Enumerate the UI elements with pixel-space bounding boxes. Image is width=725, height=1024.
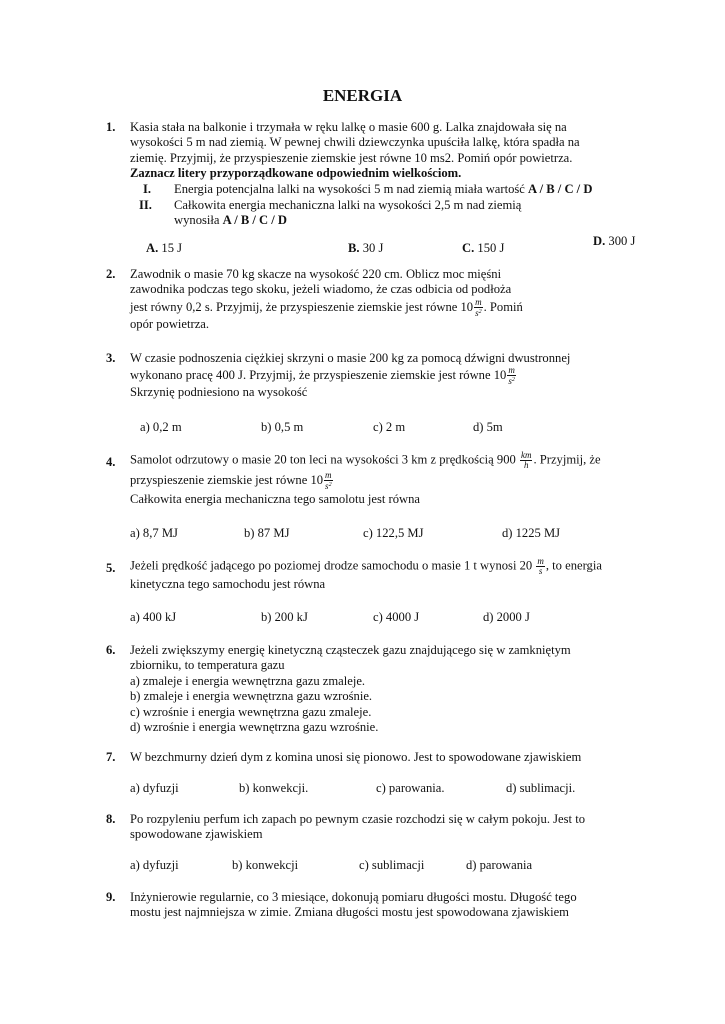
question-text: wykonano pracę 400 J. Przyjmij, że przyspieszenie ziemskie jest równe 10 [130,368,507,383]
question-number: 8. [106,812,116,826]
question-text-line [130,471,647,492]
question-text-line [130,451,647,471]
question-text-line: zbiorniku, to temperatura gazu [130,658,285,673]
question-number: 4. [106,455,116,469]
question-text-line: W czasie podnoszenia ciężkiej skrzyni o masie 200 kg za pomocą dźwigni dwustronnej [130,351,571,365]
answer-option-c[interactable]: c) sublimacji [359,858,425,872]
option-letter: D. [593,234,606,248]
question-text: Jeżeli prędkość jadącego po poziomej drodze samochodu o masie 1 t wynosi 20 [130,558,533,573]
exponent: 2 [478,308,482,315]
question-text: jest równy 0,2 s. Przyjmij, że przyspieszenie ziemskie jest równe 10 [130,299,474,314]
question-text-line: Po rozpyleniu perfum ich zapach po pewnym czasie rozchodzi się w całym pokoju. Jest to [130,812,585,826]
answer-option-b[interactable] [348,241,383,256]
fraction-numerator: m [325,470,332,480]
answer-option-b[interactable]: b) 200 kJ [261,610,308,624]
answer-option-c[interactable]: c) parowania. [376,781,445,795]
question-text-line: Skrzynię podniesiono na wysokość [130,385,308,400]
question-text-line: W bezchmurny dzień dym z komina unosi się pionowo. Jest to spowodowane zjawiskiem [130,750,582,764]
answer-option-b[interactable]: b) 87 MJ [244,526,290,540]
option-letter: C. [462,241,475,255]
fraction-numerator: km [520,450,532,460]
question-text-line [130,557,647,577]
question-3 [107,351,647,401]
answer-choices[interactable]: A / B / C / D [222,213,288,227]
answer-option-b[interactable]: b) zmaleje i energia wewnętrzna gazu wzrośnie. [130,689,373,704]
option-value: 15 J [161,241,183,255]
fraction-numerator: m [475,296,482,307]
question-number: 9. [106,890,116,904]
subquestion-text: Całkowita energia mechaniczna lalki na wysokości 2,5 m nad ziemią [174,198,522,212]
question-number: 1. [106,120,116,134]
page-title: ENERGIA [322,86,403,105]
answer-option-d[interactable]: d) 1225 MJ [502,526,561,540]
answer-option-b[interactable]: b) konwekcji. [239,781,309,795]
answer-option-c[interactable]: c) 122,5 MJ [363,526,424,540]
answer-option-d[interactable]: d) wzrośnie i energia wewnętrzna gazu wzrośnie. [130,720,379,735]
fraction-numerator: m [508,365,515,376]
question-text-line: ziemię. Przyjmij, że przyspieszenie ziemskie jest równe 10 ms2. Pomiń opór powietrza. [130,150,573,165]
question-text-line: kinetyczna tego samochodu jest równa [130,577,326,591]
question-2 [107,267,647,332]
answer-option-b[interactable]: b) 0,5 m [261,420,304,434]
subquestion-2 [174,198,521,228]
fraction-denominator: s [538,566,543,576]
answer-option-d[interactable] [593,234,635,249]
question-text-line: Kasia stała na balkonie i trzymała w ręku lalkę o masie 600 g. Lalka znajdowała się na [130,120,567,134]
subquestion-number: I. [143,182,152,196]
answer-option-c[interactable]: c) 2 m [373,420,406,434]
subquestion-text: wynosiła [174,213,220,227]
question-number: 5. [106,561,116,575]
question-1 [107,120,647,182]
question-text-line: Jeżeli zwiększymy energię kinetyczną cząsteczek gazu znajdującego się w zamkniętym [130,643,571,657]
subquestion-text: Energia potencjalna lalki na wysokości 5 m nad ziemią miała wartość [174,182,525,196]
answer-option-c[interactable]: c) wzrośnie i energia wewnętrzna gazu zmaleje. [130,704,372,719]
subquestion-number: II. [139,198,152,212]
question-text-line: zawodnika podczas tego skoku, jeżeli wiadomo, że czas odbicia od podłoża [130,282,512,297]
fraction-denominator: s [508,376,512,387]
answer-option-a[interactable]: a) 8,7 MJ [130,526,178,540]
answer-option-b[interactable]: b) konwekcji [232,858,299,872]
answer-option-d[interactable]: d) parowania [466,858,533,872]
question-text-line [130,298,647,317]
answer-option-c[interactable]: c) 4000 J [373,610,420,624]
question-8 [107,812,647,843]
question-text-line: opór powietrza. [130,316,210,331]
answer-option-a[interactable]: a) 0,2 m [140,420,182,434]
answer-option-a[interactable]: a) dyfuzji [130,781,179,795]
fraction-numerator: m [537,556,544,566]
unit-fraction [507,366,516,386]
exponent: 2 [511,377,515,384]
answer-option-a[interactable]: a) zmaleje i energia wewnętrzna gazu zmaleje. [130,673,366,688]
answer-option-d[interactable]: d) 2000 J [483,610,530,624]
question-text-line: mostu jest najmniejsza w zimie. Zmiana długości mostu jest spowodowana zjawiskiem [130,905,569,920]
question-9 [107,890,647,921]
answer-choices[interactable]: A / B / C / D [528,182,593,196]
question-number: 6. [106,643,116,657]
question-text-line [130,366,647,385]
option-value: 30 J [362,241,384,255]
question-text-line: spowodowane zjawiskiem [130,827,263,842]
option-value: 300 J [608,234,636,248]
question-text-line: wysokości 5 m nad ziemią. W pewnej chwili dziewczynka upuściła lalkę, która spadła na [130,135,580,150]
answer-option-d[interactable]: d) sublimacji. [506,781,576,795]
unit-fraction [520,451,533,470]
question-text-line: Inżynierowie regularnie, co 3 miesiące, dokonują pomiaru długości mostu. Długość tego [130,890,577,904]
question-number: 3. [106,351,116,365]
question-5 [107,557,647,592]
question-text-line: Całkowita energia mechaniczna tego samolotu jest równa [130,492,421,506]
answer-option-a[interactable]: a) 400 kJ [130,610,177,624]
answer-option-a[interactable]: a) dyfuzji [130,858,179,872]
question-number: 7. [106,750,116,764]
question-text: , to energia [545,558,602,573]
question-number: 2. [106,267,116,281]
unit-fraction [536,557,545,576]
question-text: przyspieszenie ziemskie jest równe 10 [130,472,324,487]
option-letter: B. [348,241,360,255]
exponent: 2 [328,482,332,488]
question-text: . Pomiń [483,299,523,314]
subquestion-1 [174,182,592,197]
option-value: 150 J [477,241,505,255]
question-4 [107,451,647,507]
fraction-denominator: s [325,481,329,491]
instruction-text: Zaznacz litery przyporządkowane odpowiednim wielkościom. [130,166,462,181]
fraction-denominator: s [475,307,479,318]
unit-fraction [324,471,333,491]
question-text-line: Zawodnik o masie 70 kg skacze na wysokość 220 cm. Oblicz moc mięśni [130,267,502,281]
option-letter: A. [146,241,159,255]
question-6 [107,643,647,735]
question-text: . Przyjmij, że [533,452,601,467]
fraction-denominator: h [523,460,529,470]
question-7 [107,750,647,765]
answer-option-d[interactable]: d) 5m [473,420,503,434]
answer-option-a[interactable] [146,241,182,256]
answer-option-c[interactable] [462,241,504,256]
question-text: Samolot odrzutowy o masie 20 ton leci na wysokości 3 km z prędkością 900 [130,452,516,467]
unit-fraction [474,298,483,318]
